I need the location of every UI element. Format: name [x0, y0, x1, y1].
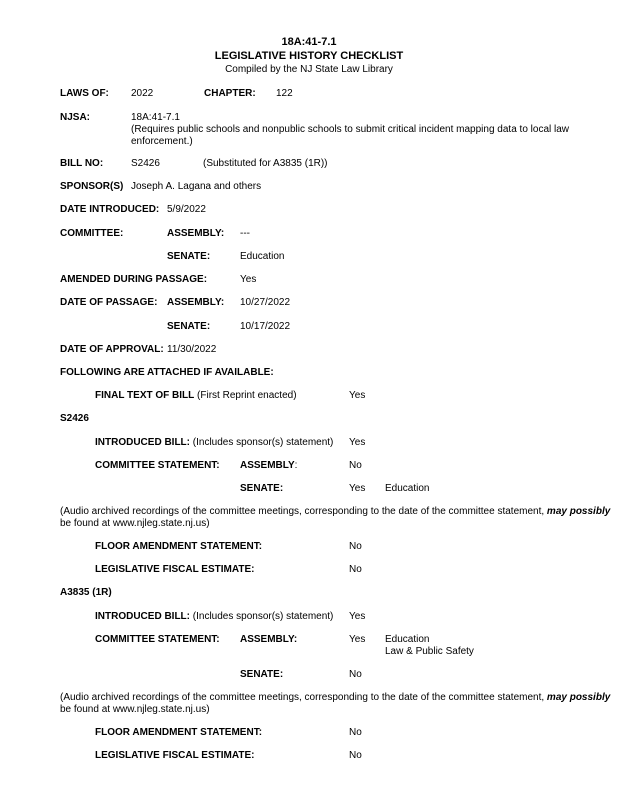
chapter-value: 122 — [276, 88, 293, 99]
audio-note-1-text: (Audio archived recordings of the committee meetings, corresponding to the date of the committee statement, — [60, 506, 547, 517]
approval-label: DATE OF APPROVAL: — [60, 344, 164, 355]
s2426-cs-senate-committee: Education — [385, 483, 430, 494]
a3835-cs-assembly-committee-1: Education — [385, 634, 430, 645]
date-introduced-label: DATE INTRODUCED: — [60, 204, 160, 215]
s2426-cs-assembly-row — [240, 460, 297, 472]
s2426-cs-assembly-colon: : — [294, 460, 298, 471]
committee-senate-label: SENATE: — [167, 251, 211, 262]
sponsors-value: Joseph A. Lagana and others — [131, 181, 262, 192]
final-text-note: (First Reprint enacted) — [197, 390, 297, 401]
a3835-cs-assembly-value: Yes — [349, 634, 366, 645]
s2426-heading: S2426 — [60, 413, 89, 424]
audio-note-2-emphasis: may possibly — [546, 692, 611, 703]
date-introduced-value: 5/9/2022 — [167, 204, 206, 215]
amended-label: AMENDED DURING PASSAGE: — [60, 274, 208, 285]
s2426-committee-statement-label: COMMITTEE STATEMENT: — [95, 460, 220, 471]
njsa-description-line2: enforcement.) — [131, 136, 193, 147]
final-text-row — [95, 390, 297, 402]
committee-assembly-value: --- — [240, 228, 250, 239]
document-title: LEGISLATIVE HISTORY CHECKLIST — [214, 50, 404, 62]
audio-note-1-line1 — [60, 506, 610, 518]
s2426-floor-amendment-label: FLOOR AMENDMENT STATEMENT: — [95, 541, 263, 552]
final-text-value: Yes — [349, 390, 366, 401]
bill-no-label: BILL NO: — [60, 158, 104, 169]
njsa-value: 18A:41-7.1 — [131, 112, 180, 123]
a3835-cs-senate-value: No — [349, 669, 362, 680]
passage-senate-value: 10/17/2022 — [240, 321, 291, 332]
s2426-fiscal-estimate-label: LEGISLATIVE FISCAL ESTIMATE: — [95, 564, 255, 575]
chapter-label: CHAPTER: — [204, 88, 256, 99]
a3835-fiscal-estimate-label: LEGISLATIVE FISCAL ESTIMATE: — [95, 750, 255, 761]
njsa-label: NJSA: — [60, 112, 91, 123]
audio-note-1-emphasis: may possibly — [546, 506, 611, 517]
passage-assembly-value: 10/27/2022 — [240, 297, 291, 308]
a3835-cs-assembly-committee-2: Law & Public Safety — [385, 646, 474, 657]
passage-senate-label: SENATE: — [167, 321, 211, 332]
a3835-introduced-note: (Includes sponsor(s) statement) — [192, 611, 334, 622]
a3835-committee-statement-label: COMMITTEE STATEMENT: — [95, 634, 220, 645]
passage-assembly-label: ASSEMBLY: — [167, 297, 225, 308]
committee-senate-value: Education — [240, 251, 285, 262]
committee-assembly-label: ASSEMBLY: — [167, 228, 225, 239]
attached-heading: FOLLOWING ARE ATTACHED IF AVAILABLE: — [60, 367, 274, 378]
compiled-by: Compiled by the NJ State Law Library — [225, 64, 393, 75]
laws-of-label: LAWS OF: — [60, 88, 109, 99]
a3835-cs-senate-label: SENATE: — [240, 669, 284, 680]
final-text-label: FINAL TEXT OF BILL — [95, 390, 195, 401]
njsa-description-line1: (Requires public schools and nonpublic schools to submit critical incident mapping data to local law — [131, 124, 570, 135]
bill-no-value: S2426 — [131, 158, 160, 169]
s2426-introduced-value: Yes — [349, 437, 366, 448]
committee-label: COMMITTEE: — [60, 228, 124, 239]
a3835-introduced-value: Yes — [349, 611, 366, 622]
s2426-cs-senate-label: SENATE: — [240, 483, 284, 494]
sponsors-label: SPONSOR(S) — [60, 181, 124, 192]
s2426-cs-assembly-label: ASSEMBLY — [240, 460, 295, 471]
s2426-introduced-label: INTRODUCED BILL: — [95, 437, 190, 448]
laws-of-value: 2022 — [131, 88, 154, 99]
approval-value: 11/30/2022 — [167, 344, 217, 355]
audio-note-2-line1 — [60, 692, 610, 704]
a3835-introduced-row — [95, 611, 333, 623]
a3835-fiscal-estimate-value: No — [349, 750, 362, 761]
passage-label: DATE OF PASSAGE: — [60, 297, 158, 308]
s2426-introduced-note: (Includes sponsor(s) statement) — [192, 437, 334, 448]
s2426-introduced-row — [95, 437, 333, 449]
a3835-floor-amendment-label: FLOOR AMENDMENT STATEMENT: — [95, 727, 263, 738]
audio-note-2-text: (Audio archived recordings of the committee meetings, corresponding to the date of the committee statement, — [60, 692, 547, 703]
bill-substituted: (Substituted for A3835 (1R)) — [203, 158, 328, 169]
amended-value: Yes — [240, 274, 257, 285]
a3835-heading: A3835 (1R) — [60, 587, 112, 598]
a3835-cs-assembly-label: ASSEMBLY: — [240, 634, 298, 645]
a3835-introduced-label: INTRODUCED BILL: — [95, 611, 190, 622]
s2426-fiscal-estimate-value: No — [349, 564, 362, 575]
audio-note-2-line2: be found at www.njleg.state.nj.us) — [60, 704, 210, 715]
a3835-floor-amendment-value: No — [349, 727, 362, 738]
s2426-cs-assembly-value: No — [349, 460, 362, 471]
statute-code: 18A:41-7.1 — [281, 36, 337, 48]
s2426-cs-senate-value: Yes — [349, 483, 366, 494]
audio-note-1-line2: be found at www.njleg.state.nj.us) — [60, 518, 210, 529]
s2426-floor-amendment-value: No — [349, 541, 362, 552]
